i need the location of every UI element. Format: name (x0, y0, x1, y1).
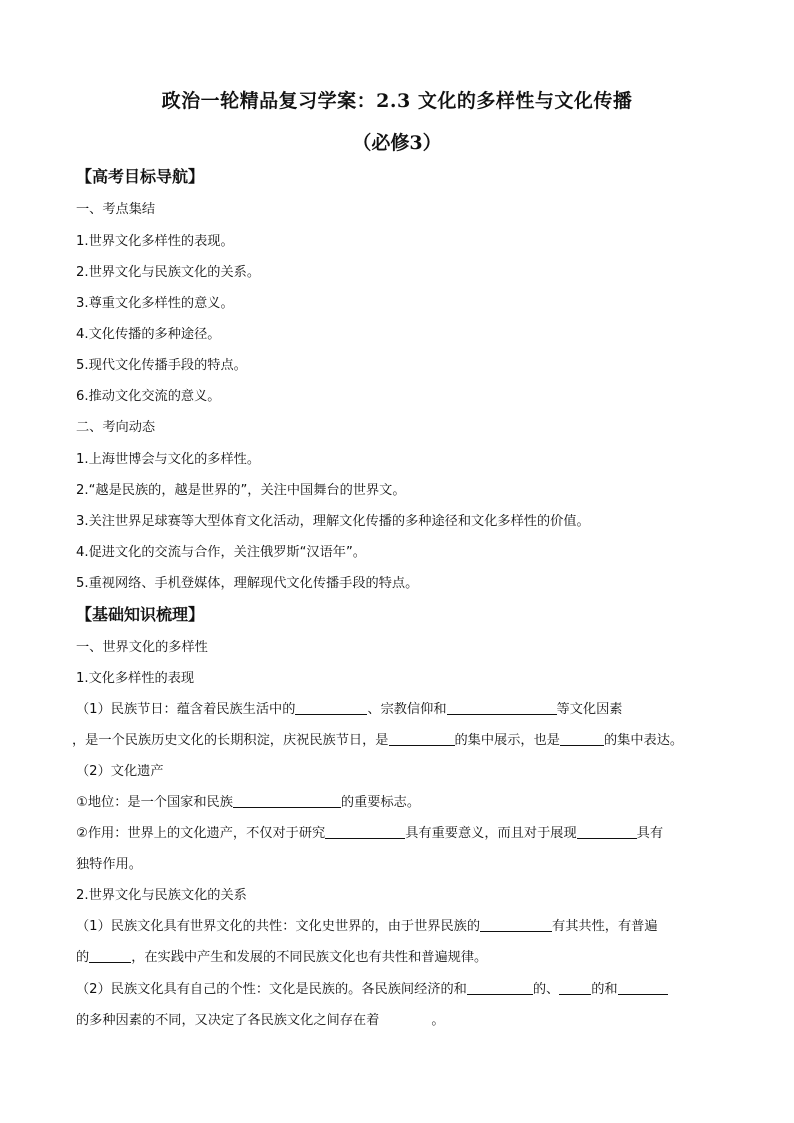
fill-blank[interactable] (618, 980, 668, 995)
festival-line-1 (76, 698, 622, 717)
goal-trend-4: 4.促进文化的交流与合作，关注俄罗斯“汉语年”。 (76, 545, 366, 560)
fill-blank[interactable] (379, 1012, 431, 1026)
heritage-role-line-1 (76, 822, 663, 841)
heritage-role-line-2: 独特作用。 (76, 857, 142, 872)
fill-blank[interactable] (447, 700, 557, 715)
individual-text-5: 。 (431, 1013, 445, 1028)
festival-text-5: 的集中展示，也是 (454, 733, 560, 748)
goal-point-3: 3.尊重文化多样性的意义。 (76, 296, 234, 311)
individual-line-1 (76, 978, 668, 997)
goal-point-6: 6.推动文化交流的意义。 (76, 389, 221, 404)
fill-blank[interactable] (467, 980, 533, 995)
goal-point-2: 2.世界文化与民族文化的关系。 (76, 265, 261, 280)
fill-blank[interactable] (577, 824, 637, 839)
basic-part1-heading: 一、世界文化的多样性 (76, 640, 208, 655)
role-text-2: 具有重要意义，而且对于展现 (405, 826, 577, 841)
goal-point-4: 4.文化传播的多种途径。 (76, 327, 221, 342)
festival-text-2: 、宗教信仰和 (367, 702, 447, 717)
fill-blank[interactable] (480, 917, 552, 932)
goal-point-5: 5.现代文化传播手段的特点。 (76, 358, 247, 373)
status-text-2: 的重要标志。 (340, 795, 421, 810)
goal-trend-2: 2.“越是民族的，越是世界的”，关注中国舞台的世界文。 (76, 483, 406, 498)
section-header-basic: 【基础知识梳理】 (76, 605, 205, 624)
individual-text-1: （2）民族文化具有自己的个性：文化是民族的。各民族间经济的和 (76, 982, 467, 997)
page-subtitle: （必修3） (352, 132, 442, 154)
page-title: 政治一轮精品复习学案：2.3 文化的多样性与文化传播 (161, 90, 633, 112)
basic-sub2-heading: 2.世界文化与民族文化的关系 (76, 888, 247, 903)
common-text-3: 的 (76, 950, 90, 965)
common-line-2 (76, 946, 487, 965)
festival-text-3: 等文化因素 (556, 702, 623, 717)
festival-text-4: ，是一个民族历史文化的长期积淀，庆祝民族节日，是 (72, 733, 389, 748)
heritage-status-line (76, 791, 420, 810)
basic-sub1-heading: 1.文化多样性的表现 (76, 671, 195, 686)
festival-text-6: 的集中表达。 (604, 733, 684, 748)
section-header-goal: 【高考目标导航】 (76, 167, 205, 186)
goal-point-1: 1.世界文化多样性的表现。 (76, 234, 234, 249)
festival-line-2 (72, 729, 683, 748)
fill-blank[interactable] (89, 948, 131, 963)
fill-blank[interactable] (295, 700, 367, 715)
common-line-1 (76, 915, 658, 934)
individual-line-2 (76, 1009, 445, 1028)
goal-part1-heading: 一、考点集结 (76, 202, 156, 217)
individual-text-2: 的、 (532, 982, 560, 997)
fill-blank[interactable] (233, 793, 341, 808)
common-text-2: 有其共性，有普遍 (552, 919, 658, 934)
goal-trend-3: 3.关注世界足球赛等大型体育文化活动，理解文化传播的多种途径和文化多样性的价值。 (76, 514, 590, 529)
goal-trend-1: 1.上海世博会与文化的多样性。 (76, 452, 261, 467)
status-text-1: ①地位：是一个国家和民族 (76, 795, 233, 810)
fill-blank[interactable] (560, 731, 604, 746)
heritage-heading: （2）文化遗产 (76, 764, 164, 779)
goal-part2-heading: 二、考向动态 (76, 420, 156, 435)
festival-text-1: （1）民族节日：蕴含着民族生活中的 (76, 702, 296, 717)
role-text-1: ②作用：世界上的文化遗产，不仅对于研究 (76, 826, 326, 841)
individual-text-3: 的和 (591, 982, 618, 997)
fill-blank[interactable] (325, 824, 405, 839)
role-text-3: 具有 (636, 826, 664, 841)
common-text-4: ，在实践中产生和发展的不同民族文化也有共性和普遍规律。 (131, 950, 488, 965)
common-text-1: （1）民族文化具有世界文化的共性：文化史世界的，由于世界民族的 (76, 919, 481, 934)
individual-text-4: 的多种因素的不同，又决定了各民族文化之间存在着 (76, 1013, 380, 1028)
goal-trend-5: 5.重视网络、手机登媒体，理解现代文化传播手段的特点。 (76, 576, 419, 591)
fill-blank[interactable] (559, 980, 591, 995)
fill-blank[interactable] (389, 731, 455, 746)
